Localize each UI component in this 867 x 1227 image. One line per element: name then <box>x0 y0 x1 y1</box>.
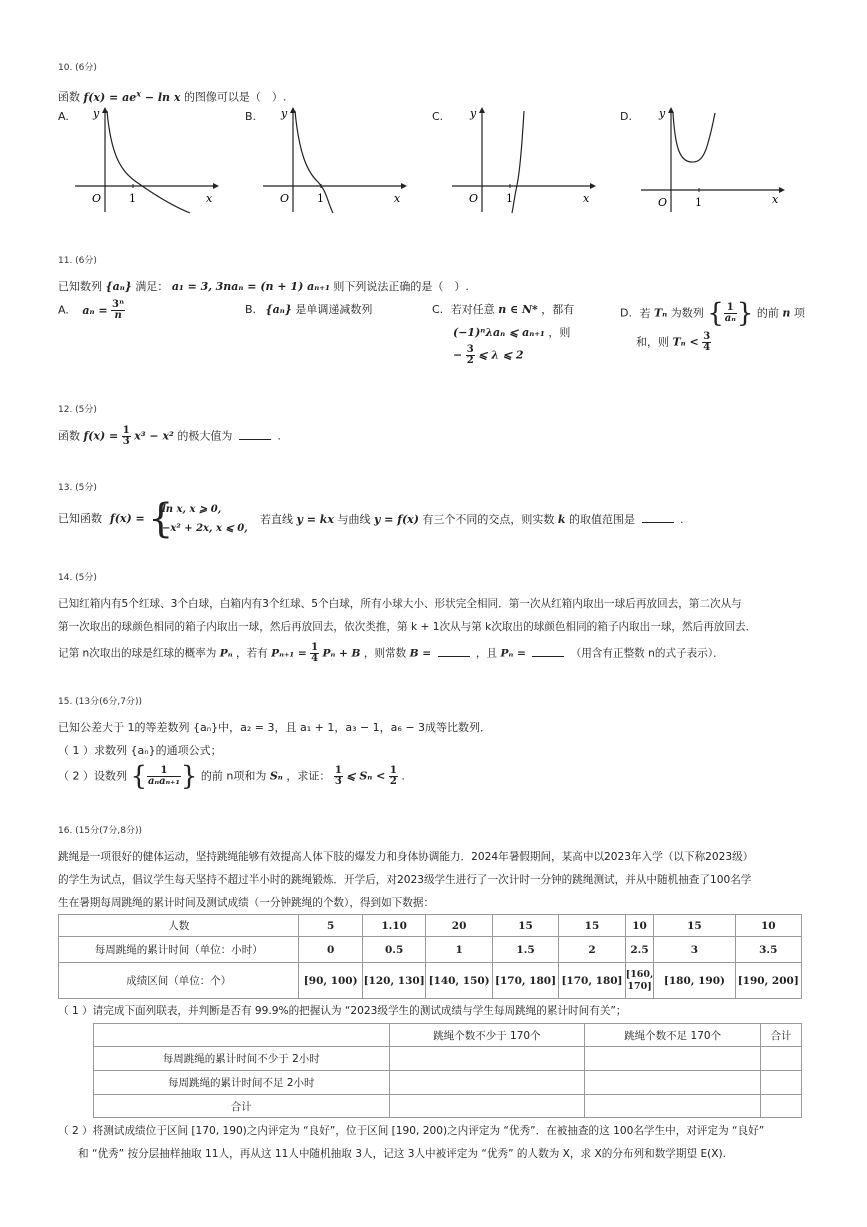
q10-option-c-label: C. <box>432 110 444 123</box>
q10-a-y-label: y <box>93 107 100 120</box>
table-cell: [170, 180] <box>492 963 558 999</box>
q10-c-x-label: x <box>583 192 590 205</box>
q13-k: k <box>557 513 566 526</box>
q10-a-tick: 1 <box>129 192 136 205</box>
table-row <box>94 1095 802 1118</box>
q16-part2-line2: 和 “优秀” 按分层抽样抽取 11人，再从这 11人中随机抽取 3人，记这 3人中被评定为 “优秀” 的人数为 X，求 X的分布列和数学期望 E(X). <box>78 1148 727 1160</box>
q13-case1: ln x, x ⩾ 0, <box>162 504 222 515</box>
q16-contingency-table <box>93 1023 802 1118</box>
q10-stem <box>58 86 286 105</box>
table-cell-input[interactable] <box>585 1047 761 1071</box>
table-cell: 3 <box>654 937 735 963</box>
q11-option-d-l1-end: 项 <box>793 306 805 320</box>
q16-line2: 的学生为试点，倡议学生每天坚持不超过半小时的跳绳锻炼．开学后，对2023级学生进行了一次计时一分钟的跳绳测试，并从中随机抽查了100名学 <box>58 874 752 886</box>
q13-stem-rest <box>260 512 684 527</box>
q11-option-d-l2-pre: 和，则 <box>636 335 669 349</box>
q10-d-origin: O <box>658 196 668 209</box>
q11-option-d-l2-math: Tₙ < <box>672 335 699 349</box>
q16-header: 16. (15分(7分,8分)) <box>58 826 142 836</box>
table-cell: 15 <box>654 915 735 937</box>
q10-graph-b <box>263 105 408 215</box>
q10-c-origin: O <box>469 192 479 205</box>
q10-option-b-label: B. <box>245 110 257 123</box>
table-cell: [180, 190) <box>654 963 735 999</box>
q11-option-d-tn: Tₙ <box>653 306 668 320</box>
q11-header: 11. (6分) <box>58 256 97 266</box>
q15-p2-mid2: ，求证： <box>286 769 331 783</box>
q12-stem <box>58 426 281 447</box>
q11-option-c-l1-pre: 若对任意 <box>450 303 495 316</box>
q15-part1: （ 1 ）求数列 {aₙ}的通项公式； <box>58 744 222 757</box>
q13-end: . <box>680 513 684 526</box>
q11-stem-post: 则下列说法正确的是（ ）. <box>333 280 469 293</box>
q13-header: 13. (5分) <box>58 483 97 493</box>
q11-option-c-l2-post: ，则 <box>548 326 571 339</box>
q14-pn2: Pₙ = <box>500 647 526 660</box>
table-cell-input[interactable] <box>389 1071 585 1095</box>
q10-a-x-label: x <box>206 192 213 205</box>
q13-func-lhs: f(x) = <box>110 512 145 525</box>
q11-option-d-l2-frac: $\frac{3}{4}$ <box>703 331 711 353</box>
q11-option-b-seq: {aₙ} <box>265 303 292 316</box>
table-cell: 1.10 <box>362 915 425 937</box>
q14-line3 <box>58 643 724 664</box>
table-cell: [190, 200] <box>735 963 801 999</box>
q10-b-x-label: x <box>394 192 401 205</box>
q11-option-c-l2-math: (−1)ⁿλaₙ ⩽ aₙ₊₁ <box>453 326 545 339</box>
q11-option-c-l1-math: n ∈ N* <box>498 303 538 316</box>
q16-row-count <box>59 915 802 937</box>
q11-option-c <box>432 303 574 317</box>
q14-pn: Pₙ <box>219 647 233 660</box>
table-cell-input[interactable] <box>585 1071 761 1095</box>
q10-a-origin: O <box>92 192 102 205</box>
table-header-cell: 跳绳个数不足 170个 <box>585 1024 761 1047</box>
q10-graph-c <box>452 105 597 215</box>
table-cell: 1.5 <box>492 937 558 963</box>
q12-header: 12. (5分) <box>58 405 97 415</box>
q10-b-y-label: y <box>281 107 288 120</box>
q16-row-score <box>59 963 802 999</box>
q11-option-d-line2 <box>636 332 711 353</box>
q16-line1: 跳绳是一项很好的健体运动，坚持跳绳能够有效提高人体下肢的爆发力和身体协调能力．2024年暑假期间，某高中以2023年入学（以下称2023级） <box>58 851 754 863</box>
table-header-cell: 跳绳个数不少于 170个 <box>389 1024 585 1047</box>
table-cell-input[interactable] <box>585 1095 761 1118</box>
table-cell-input[interactable] <box>389 1047 585 1071</box>
q11-option-c-label: C. <box>432 303 444 316</box>
q14-line3-mid: ，若有 <box>235 647 268 660</box>
table-cell: 15 <box>492 915 558 937</box>
q10-c-tick: 1 <box>506 192 513 205</box>
q10-option-a-label: A. <box>58 110 69 123</box>
q10-d-tick: 1 <box>695 196 702 209</box>
q15-stem: 已知公差大于 1的等差数列 {aₙ}中，a₂ = 3，且 a₁ + 1，a₃ − 1，a₆ − 3成等比数列． <box>58 721 492 734</box>
q13-stem-mid2: 与曲线 <box>337 513 371 526</box>
q12-func-rest: x³ − x² <box>134 429 174 443</box>
table-row-head: 成绩区间（单位：个） <box>59 963 299 999</box>
table-cell-input[interactable] <box>761 1071 802 1095</box>
q11-option-c-frac: $\frac{3}{2}$ <box>466 344 474 366</box>
q15-p2-frac: $\frac{1}{\text{aₙaₙ₊₁}}$ <box>148 765 180 787</box>
q11-option-b <box>245 303 372 317</box>
q11-option-a-label: A. <box>58 303 69 317</box>
q14-answer-blank-b[interactable] <box>438 646 470 657</box>
table-cell-input[interactable] <box>389 1095 585 1118</box>
table-row-head: 合计 <box>94 1095 390 1118</box>
table-cell: 2 <box>559 937 625 963</box>
q12-stem-pre: 函数 <box>58 429 80 443</box>
q14-line3-post: （用含有正整数 n的式子表示）． <box>570 647 724 660</box>
q13-answer-blank[interactable] <box>642 512 674 523</box>
q10-stem-pre: 函数 <box>58 90 80 104</box>
table-cell-input[interactable] <box>761 1047 802 1071</box>
table-cell: 1 <box>426 937 492 963</box>
q11-option-b-text: 是单调递减数列 <box>295 303 373 316</box>
q10-c-y-label: y <box>470 107 477 120</box>
q13-stem-post: 的取值范围是 <box>569 513 636 526</box>
q11-option-a <box>58 300 125 321</box>
q15-header: 15. (13分(6分,7分)) <box>58 697 142 707</box>
q10-b-tick: 1 <box>317 192 324 205</box>
table-cell: 3.5 <box>735 937 801 963</box>
q15-p2-mid: 的前 n项和为 <box>200 769 267 783</box>
q10-header: 10. (6分) <box>58 63 97 73</box>
q15-ineq-mid: ⩽ Sₙ < <box>346 769 386 783</box>
q11-stem-pre: 已知数列 <box>58 280 102 293</box>
q15-ineq-frac1: $\frac{1}{3}$ <box>334 765 342 787</box>
table-row-head: 人数 <box>59 915 299 937</box>
table-cell: 0 <box>299 937 362 963</box>
q15-end: . <box>401 769 405 783</box>
q11-option-d-l1-mid: 为数列 <box>670 306 704 320</box>
q13-line: y = kx <box>296 513 334 526</box>
q11-option-b-label: B. <box>245 303 257 316</box>
q11-option-d-label: D. <box>620 306 632 320</box>
q11-cond2: 3naₙ = (n + 1) aₙ₊₁ <box>215 280 330 293</box>
table-cell: 5 <box>299 915 362 937</box>
q12-end: . <box>277 429 281 443</box>
table-cell: [120, 130] <box>362 963 425 999</box>
q10-func: $f(x) = ae^x - \ln x$ <box>83 88 181 104</box>
q11-option-d-l1-pre: 若 <box>639 306 651 320</box>
table-cell: [140, 150) <box>426 963 492 999</box>
table-row-head: 每周跳绳的累计时间不少于 2小时 <box>94 1047 390 1071</box>
q11-option-a-lhs: aₙ = <box>82 303 108 317</box>
q14-line3-pre: 记第 n次取出的球是红球的概率为 <box>58 647 217 660</box>
q11-option-d-l1-post: 的前 <box>756 306 779 320</box>
q11-option-c-l3-neg: − <box>453 348 463 362</box>
table-cell: 20 <box>426 915 492 937</box>
q14-answer-blank-pn[interactable] <box>532 646 564 657</box>
q14-frac: $\frac{1}{4}$ <box>311 642 319 664</box>
q16-row-time <box>59 937 802 963</box>
table-cell: [160, 170] <box>625 963 654 999</box>
table-cell: 0.5 <box>362 937 425 963</box>
q14-formula-lhs: Pₙ₊₁ = <box>271 647 307 660</box>
q11-stem-mid: 满足： <box>135 280 169 293</box>
q16-line3: 生在暑期每周跳绳的累计时间及测试成绩（一分钟跳绳的个数），得到如下数据： <box>58 897 435 909</box>
table-cell: [90, 100) <box>299 963 362 999</box>
table-header-row <box>94 1024 802 1047</box>
table-cell-input[interactable] <box>761 1095 802 1118</box>
q13-curve: y = f(x) <box>373 513 419 526</box>
table-cell: 10 <box>735 915 801 937</box>
q11-option-d-n: n <box>782 306 791 320</box>
q11-seq: {aₙ} <box>105 280 132 293</box>
q13-brace: { <box>148 496 174 542</box>
q14-header: 14. (5分) <box>58 573 97 583</box>
table-row-head: 每周跳绳的累计时间不足 2小时 <box>94 1071 390 1095</box>
q10-b-origin: O <box>280 192 290 205</box>
q14-line3-mid3: ，且 <box>475 647 498 660</box>
table-header-cell <box>94 1024 390 1047</box>
q14-line3-mid2: ，则常数 <box>363 647 407 660</box>
q10-d-y-label: y <box>659 107 666 120</box>
q16-part2-line1: （ 2 ）将测试成绩位于区间 [170, 190)之内评定为 “良好”，位于区间 [190, 200)之内评定为 “优秀”．在被抽查的这 100名学生中，对评定为 “良好” <box>58 1125 765 1137</box>
q15-sn: Sₙ <box>269 769 283 783</box>
q13-stem-pre: 已知函数 <box>58 512 102 525</box>
q11-option-d: D. 若 Tₙ 为数列 { $\frac{1}{\text{aₙ}}$ } 的前 n 项 <box>620 298 805 329</box>
q13-stem-mid3: 有三个不同的交点，则实数 <box>422 513 555 526</box>
q16-part1: （ 1 ）请完成下面列联表，并判断是否有 99.9%的把握认为 “2023级学生的测试成绩与学生每周跳绳的累计时间有关”； <box>58 1005 627 1017</box>
q13-stem-mid1: 若直线 <box>260 513 293 526</box>
q10-d-x-label: x <box>772 193 779 206</box>
q13-case2: −x² + 2x, x ⩽ 0, <box>162 523 248 534</box>
q11-option-c-l3-post: ⩽ λ ⩽ 2 <box>478 348 524 362</box>
q11-option-c-line2 <box>453 326 570 340</box>
table-row <box>94 1071 802 1095</box>
table-row-head: 每周跳绳的累计时间（单位：小时） <box>59 937 299 963</box>
q11-stem <box>58 280 469 294</box>
q14-b: B = <box>409 647 432 660</box>
q11-option-c-line3 <box>453 345 523 366</box>
q11-option-c-l1-post: ，都有 <box>541 303 575 316</box>
q15-ineq-frac2: $\frac{1}{2}$ <box>389 765 397 787</box>
q12-frac: $\frac{1}{3}$ <box>122 425 130 447</box>
table-row <box>94 1047 802 1071</box>
q10-stem-post: 的图像可以是（ ）. <box>183 90 287 104</box>
q10-graph-d <box>641 105 786 215</box>
table-cell: 10 <box>625 915 654 937</box>
table-header-cell: 合计 <box>761 1024 802 1047</box>
q14-line1: 已知红箱内有5个红球、3个白球，白箱内有3个红球、5个白球，所有小球大小、形状完全相同．第一次从红箱内取出一球后再放回去，第二次从与 <box>58 598 742 610</box>
q12-stem-post: 的极大值为 <box>177 429 233 443</box>
q14-line2: 第一次取出的球颜色相同的箱子内取出一球，然后再放回去，依次类推，第 k + 1次从与第 k次取出的球颜色相同的箱子内取出一球，然后再放回去． <box>58 621 757 633</box>
q15-part2: （ 2 ）设数列 { $\frac{1}{\text{aₙaₙ₊₁}}$ } 的前 n项和为 Sₙ ，求证： $\frac{1}{3}$ ⩽ Sₙ < $\frac{1}{2}$ . <box>58 761 405 792</box>
q10-option-d-label: D. <box>620 110 632 123</box>
q11-cond1: a₁ = 3, <box>171 280 213 293</box>
q12-answer-blank[interactable] <box>239 429 271 440</box>
q12-func-lhs: f(x) = <box>83 429 119 443</box>
table-cell: 2.5 <box>625 937 654 963</box>
table-cell: 15 <box>559 915 625 937</box>
q16-data-table <box>58 914 802 999</box>
q11-option-d-frac: $\frac{1}{\text{aₙ}}$ <box>724 302 736 324</box>
q11-option-a-frac: $\frac{\text{3ⁿ}}{n}$ <box>112 299 125 321</box>
table-cell: [170, 180] <box>559 963 625 999</box>
q10-graph-a <box>75 105 220 215</box>
q15-p2-pre: （ 2 ）设数列 <box>58 769 127 783</box>
q14-formula-rhs: Pₙ + B <box>322 647 361 660</box>
